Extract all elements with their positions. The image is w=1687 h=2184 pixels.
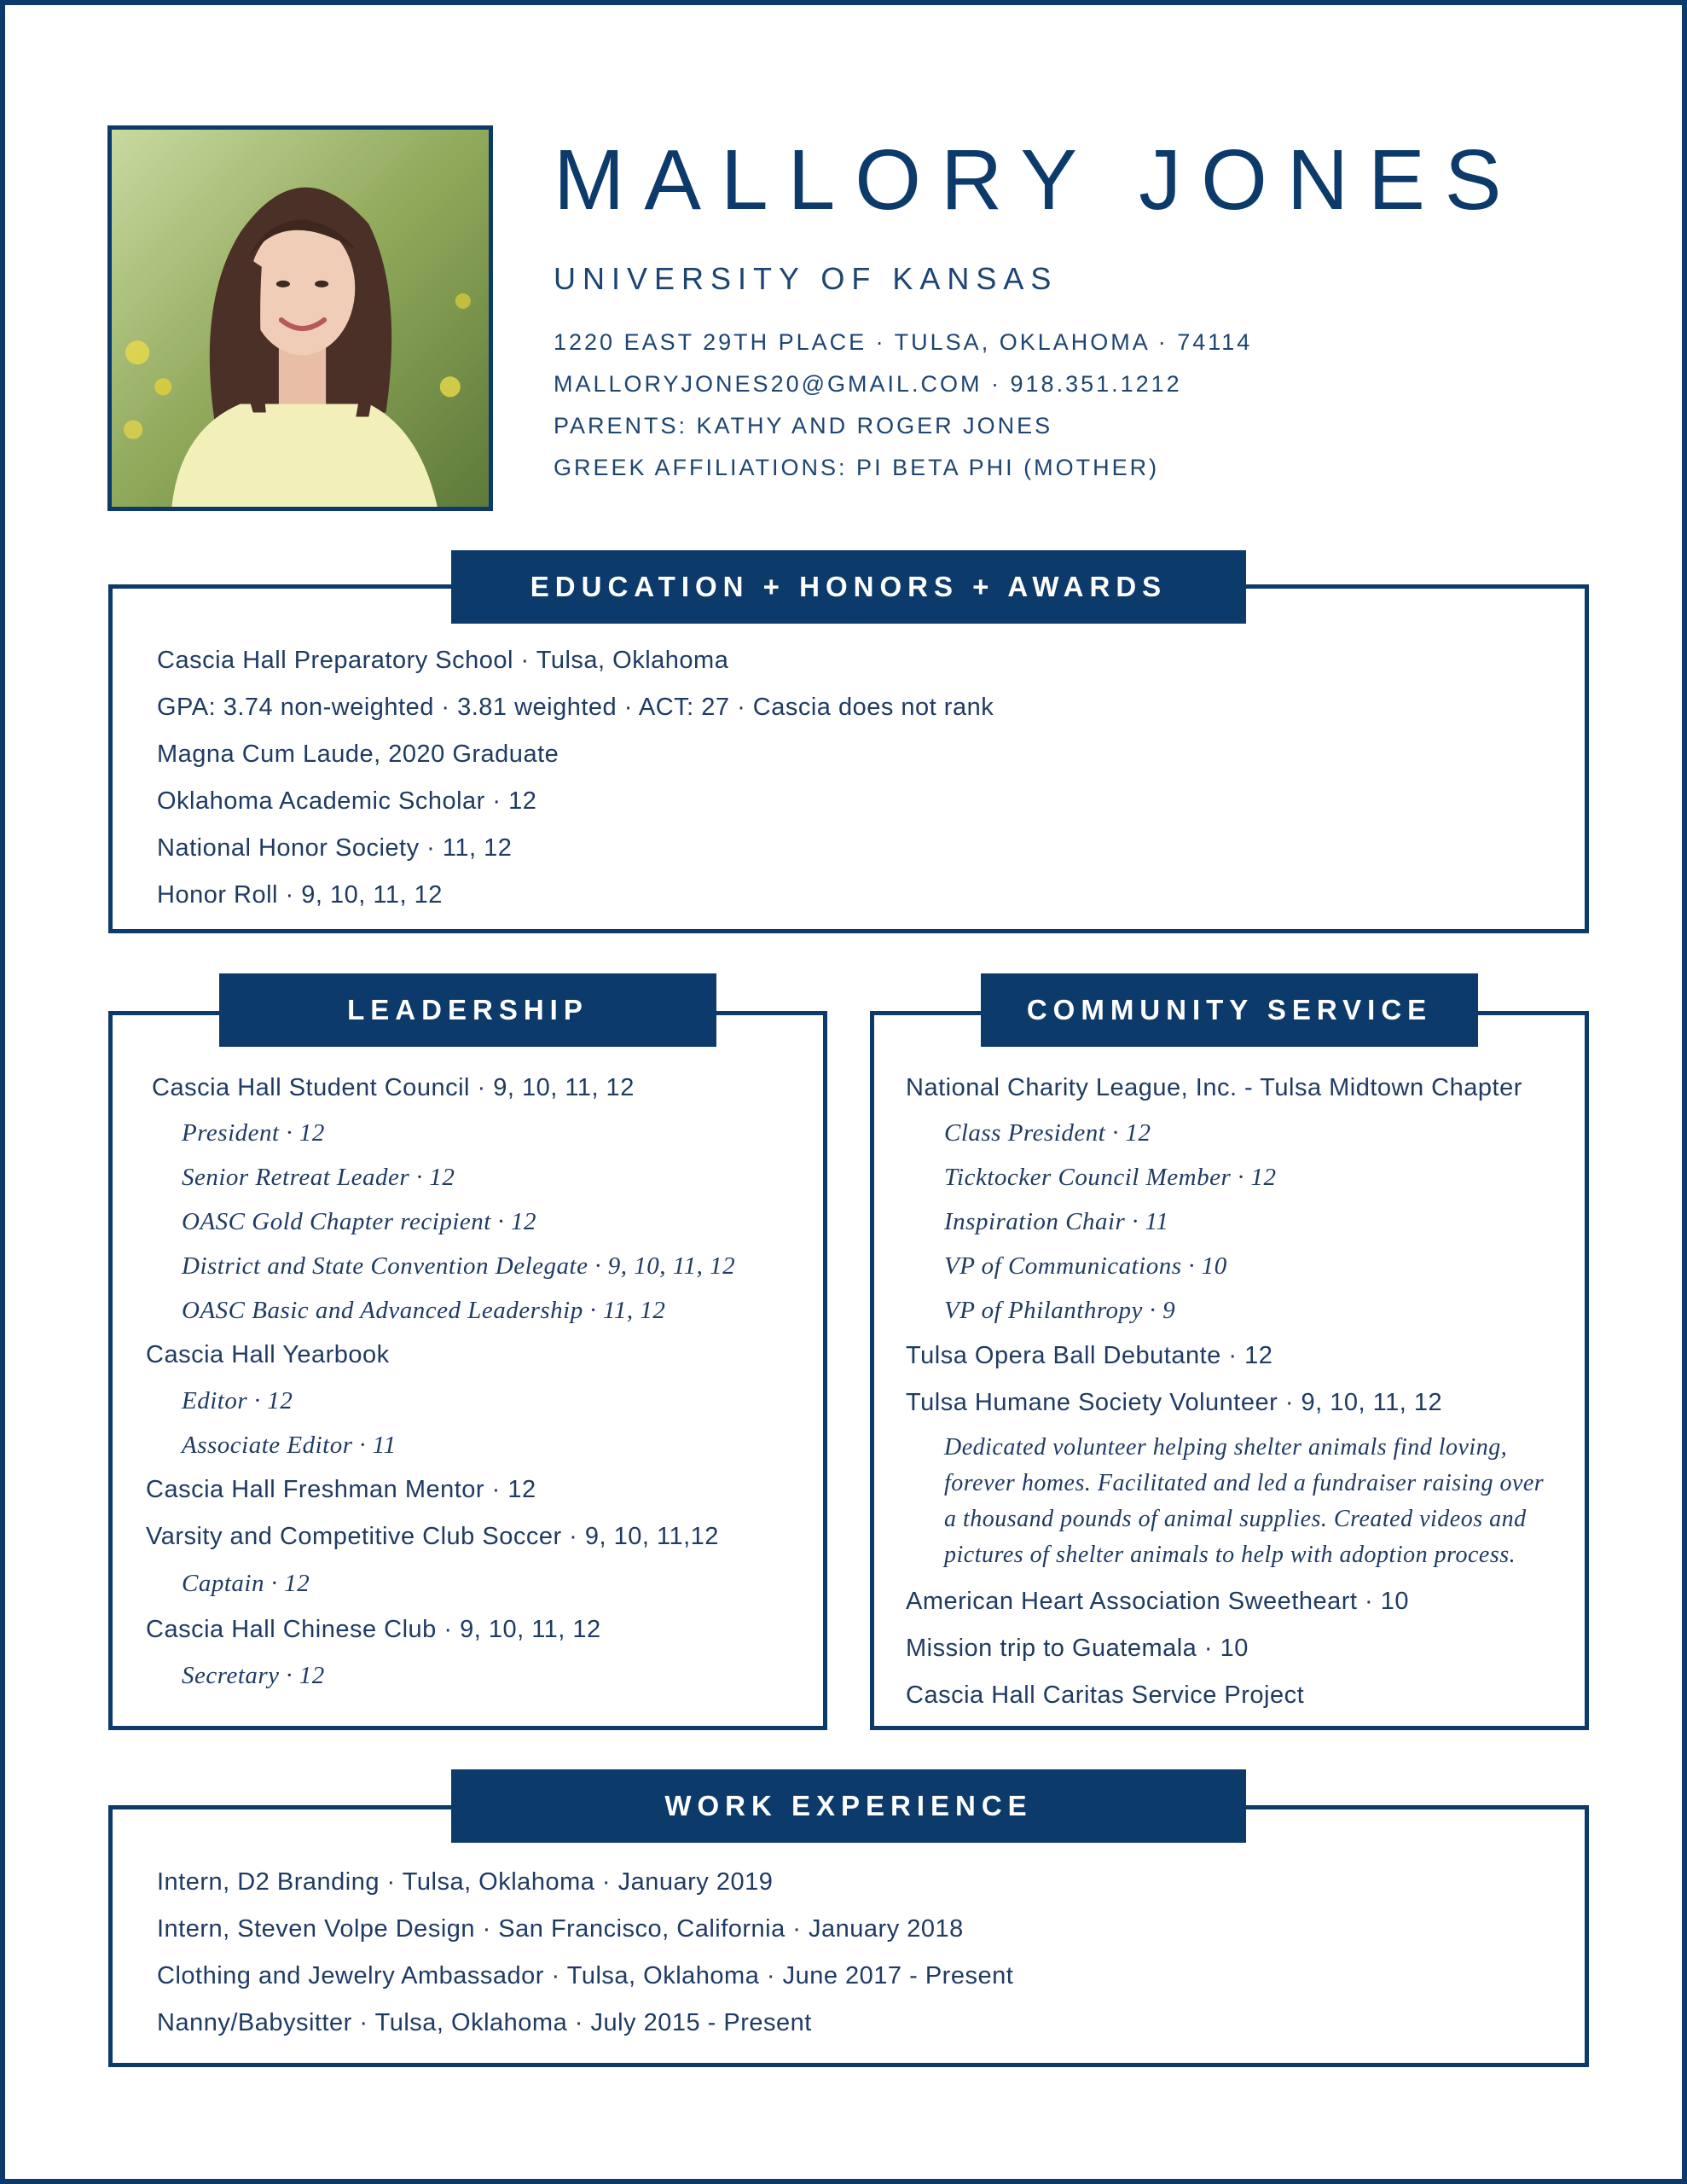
leadership-subitem: OASC Gold Chapter recipient · 12 xyxy=(182,1208,537,1235)
profile-photo xyxy=(107,125,493,511)
humane-description-line: a thousand pounds of animal supplies. Created videos and xyxy=(944,1506,1527,1532)
leadership-subitem: Editor · 12 xyxy=(182,1387,293,1414)
leadership-heading: LEADERSHIP xyxy=(219,973,716,1047)
community-subitem: Class President · 12 xyxy=(944,1119,1151,1147)
work-experience-heading: WORK EXPERIENCE xyxy=(451,1769,1246,1843)
education-item: National Honor Society · 11, 12 xyxy=(157,834,513,862)
leadership-item: Cascia Hall Freshman Mentor · 12 xyxy=(146,1476,536,1503)
leadership-subitem: Secretary · 12 xyxy=(182,1662,325,1689)
community-item: Tulsa Humane Society Volunteer · 9, 10, 11, 12 xyxy=(906,1389,1443,1416)
leadership-item: Cascia Hall Chinese Club · 9, 10, 11, 12 xyxy=(146,1616,601,1643)
education-item: Honor Roll · 9, 10, 11, 12 xyxy=(157,881,443,909)
community-subitem: VP of Communications · 10 xyxy=(944,1252,1227,1280)
education-heading: EDUCATION + HONORS + AWARDS xyxy=(451,550,1246,624)
leadership-subitem: Associate Editor · 11 xyxy=(182,1432,397,1459)
leadership-item: Cascia Hall Student Council · 9, 10, 11, 12 xyxy=(152,1074,635,1101)
education-item: Oklahoma Academic Scholar · 12 xyxy=(157,787,537,815)
education-item: Magna Cum Laude, 2020 Graduate xyxy=(157,741,559,768)
community-item: National Charity League, Inc. - Tulsa Midtown Chapter xyxy=(906,1074,1522,1101)
leadership-subitem: Senior Retreat Leader · 12 xyxy=(182,1164,455,1191)
work-item: Nanny/Babysitter · Tulsa, Oklahoma · July 2015 - Present xyxy=(157,2009,812,2036)
work-item: Clothing and Jewelry Ambassador · Tulsa, Oklahoma · June 2017 - Present xyxy=(157,1962,1014,1989)
email-phone: MALLORYJONES20@GMAIL.COM · 918.351.1212 xyxy=(554,371,1182,397)
leadership-subitem: OASC Basic and Advanced Leadership · 11, 12 xyxy=(182,1297,666,1324)
greek-affiliations: GREEK AFFILIATIONS: PI BETA PHI (MOTHER) xyxy=(554,455,1160,480)
leadership-item: Varsity and Competitive Club Soccer · 9, 10, 11,12 xyxy=(146,1523,719,1550)
work-item: Intern, Steven Volpe Design · San Francisco, California · January 2018 xyxy=(157,1915,964,1943)
university-name: UNIVERSITY OF KANSAS xyxy=(554,261,1058,296)
community-item: Mission trip to Guatemala · 10 xyxy=(906,1635,1249,1662)
work-item: Intern, D2 Branding · Tulsa, Oklahoma · January 2019 xyxy=(157,1868,774,1896)
community-service-heading: COMMUNITY SERVICE xyxy=(981,973,1478,1047)
leadership-subitem: District and State Convention Delegate · 9, 10, 11, 12 xyxy=(182,1252,736,1280)
community-subitem: Inspiration Chair · 11 xyxy=(944,1208,1169,1235)
community-subitem: Ticktocker Council Member · 12 xyxy=(944,1164,1277,1191)
parents: PARENTS: KATHY AND ROGER JONES xyxy=(554,413,1053,439)
humane-description-line: Dedicated volunteer helping shelter animals find loving, xyxy=(944,1434,1508,1461)
humane-description-line: pictures of shelter animals to help with adoption process. xyxy=(944,1542,1516,1568)
education-item: GPA: 3.74 non-weighted · 3.81 weighted · ACT: 27 · Cascia does not rank xyxy=(157,694,994,721)
leadership-subitem: Captain · 12 xyxy=(182,1570,310,1597)
community-subitem: VP of Philanthropy · 9 xyxy=(944,1297,1176,1324)
community-item: Cascia Hall Caritas Service Project xyxy=(906,1682,1305,1709)
humane-description-line: forever homes. Facilitated and led a fundraiser raising over xyxy=(944,1470,1545,1496)
leadership-subitem: President · 12 xyxy=(182,1119,325,1147)
community-item: Tulsa Opera Ball Debutante · 12 xyxy=(906,1342,1273,1369)
education-item: Cascia Hall Preparatory School · Tulsa, Oklahoma xyxy=(157,647,729,674)
leadership-item: Cascia Hall Yearbook xyxy=(146,1341,390,1368)
community-item: American Heart Association Sweetheart · 10 xyxy=(906,1588,1409,1615)
address: 1220 EAST 29TH PLACE · TULSA, OKLAHOMA · 74114 xyxy=(554,329,1253,355)
candidate-name: MALLORY JONES xyxy=(554,132,1522,228)
